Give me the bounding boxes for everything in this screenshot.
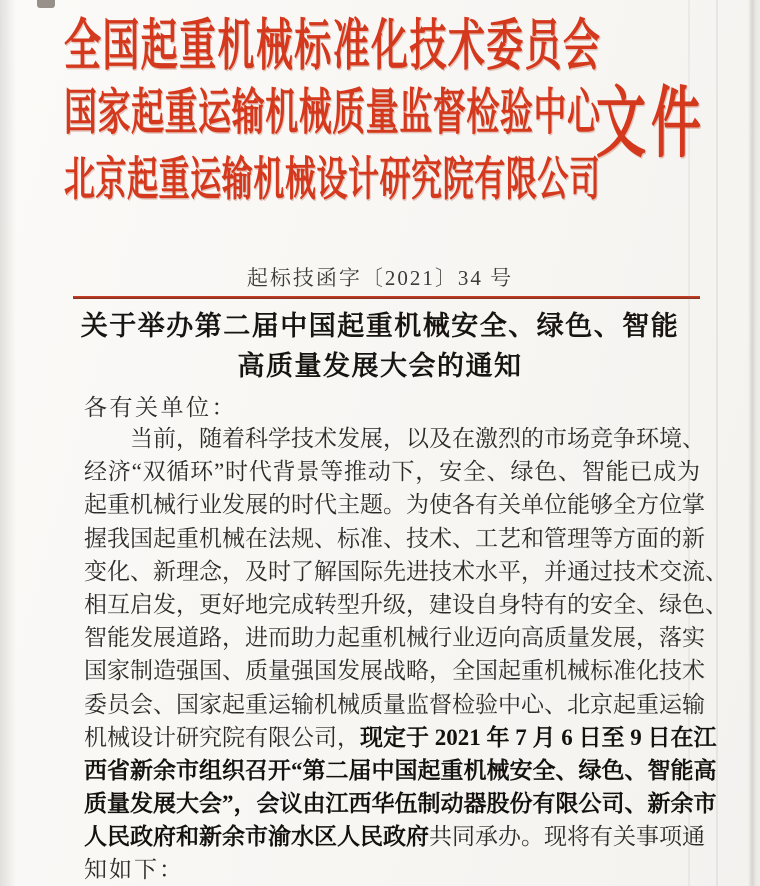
body-line	[84, 422, 705, 455]
title-line-1: 关于举办第二届中国起重机械安全、绿色、智能	[80, 311, 680, 341]
body-text-segment: 质量发展大会”，会议由江西华伍制动器股份有限公司、新余市	[84, 791, 717, 817]
scan-left-edge-shadow	[0, 0, 16, 886]
body-line	[84, 820, 705, 853]
body-line	[84, 488, 705, 521]
body-text-segment: 起重机械行业发展的时代主题。为使各有关单位能够全方位掌	[84, 492, 705, 518]
salutation: 各有关单位：	[84, 395, 237, 420]
body-text-segment: 经济“双循环”时代背景等推动下，安全、绿色、智能已成为	[84, 459, 700, 485]
document-number: 起标技函字〔2021〕34 号	[246, 266, 514, 290]
body-text-segment: 委员会、国家起重运输机械质量监督检验中心、北京起重运输	[84, 691, 705, 717]
title-line-2: 高质量发展大会的通知	[237, 351, 523, 381]
scan-crease-line	[716, 0, 718, 886]
org-name-line-2: 国家起重运输机械质量监督检验中心	[64, 87, 600, 141]
body-paragraph	[84, 422, 728, 886]
body-text-segment: 机械设计研究院有限公司，	[84, 724, 360, 750]
body-text-segment: 变化、新理念，及时了解国际先进技术水平，并通过技术交流、	[84, 558, 728, 584]
body-line	[84, 621, 705, 654]
document-title	[30, 306, 730, 386]
body-text-segment: 智能发展道路，进而助力起重机械行业迈向高质量发展，落实	[84, 625, 705, 651]
scan-page-edge-shadow	[748, 0, 760, 886]
scan-artifact-mark	[37, 0, 55, 8]
body-line	[84, 787, 717, 820]
body-line	[84, 555, 728, 588]
letterhead-org-lines	[64, 18, 600, 216]
body-text-segment: 西省新余市组织召开“第二届中国起重机械安全、绿色、智能高	[84, 757, 717, 783]
body-line	[84, 455, 700, 488]
body-line	[84, 522, 705, 555]
org-name-line-1: 全国起重机械标准化技术委员会	[64, 16, 600, 78]
body-line	[84, 654, 705, 687]
body-line	[84, 688, 705, 721]
body-text-segment: 人民政府和新余市渝水区人民政府	[84, 824, 429, 850]
body-text-segment: 当前，随着科学技术发展，以及在激烈的市场竞争环境、	[130, 426, 705, 451]
body-line	[84, 754, 717, 787]
body-text-segment: 现定于 2021 年 7 月 6 日至 9 日在江	[360, 724, 717, 750]
org-name-line-3: 北京起重运输机械设计研究院有限公司	[64, 153, 600, 206]
body-text-segment: 知如下：	[84, 857, 184, 883]
body-text-segment: 共同承办。现将有关事项通	[429, 824, 705, 850]
body-text-segment: 握我国起重机械在法规、标准、技术、工艺和管理等方面的新	[84, 525, 705, 551]
body-line	[84, 853, 700, 886]
red-divider-line	[73, 296, 700, 299]
body-text-segment: 国家制造强国、质量强国发展战略，全国起重机械标准化技术	[84, 658, 705, 684]
body-line	[84, 588, 728, 621]
letterhead-doc-type-label: 文件	[596, 79, 706, 167]
body-text-segment: 相互启发，更好地完成转型升级，建设自身特有的安全、绿色、	[84, 591, 728, 617]
body-line	[84, 721, 717, 754]
